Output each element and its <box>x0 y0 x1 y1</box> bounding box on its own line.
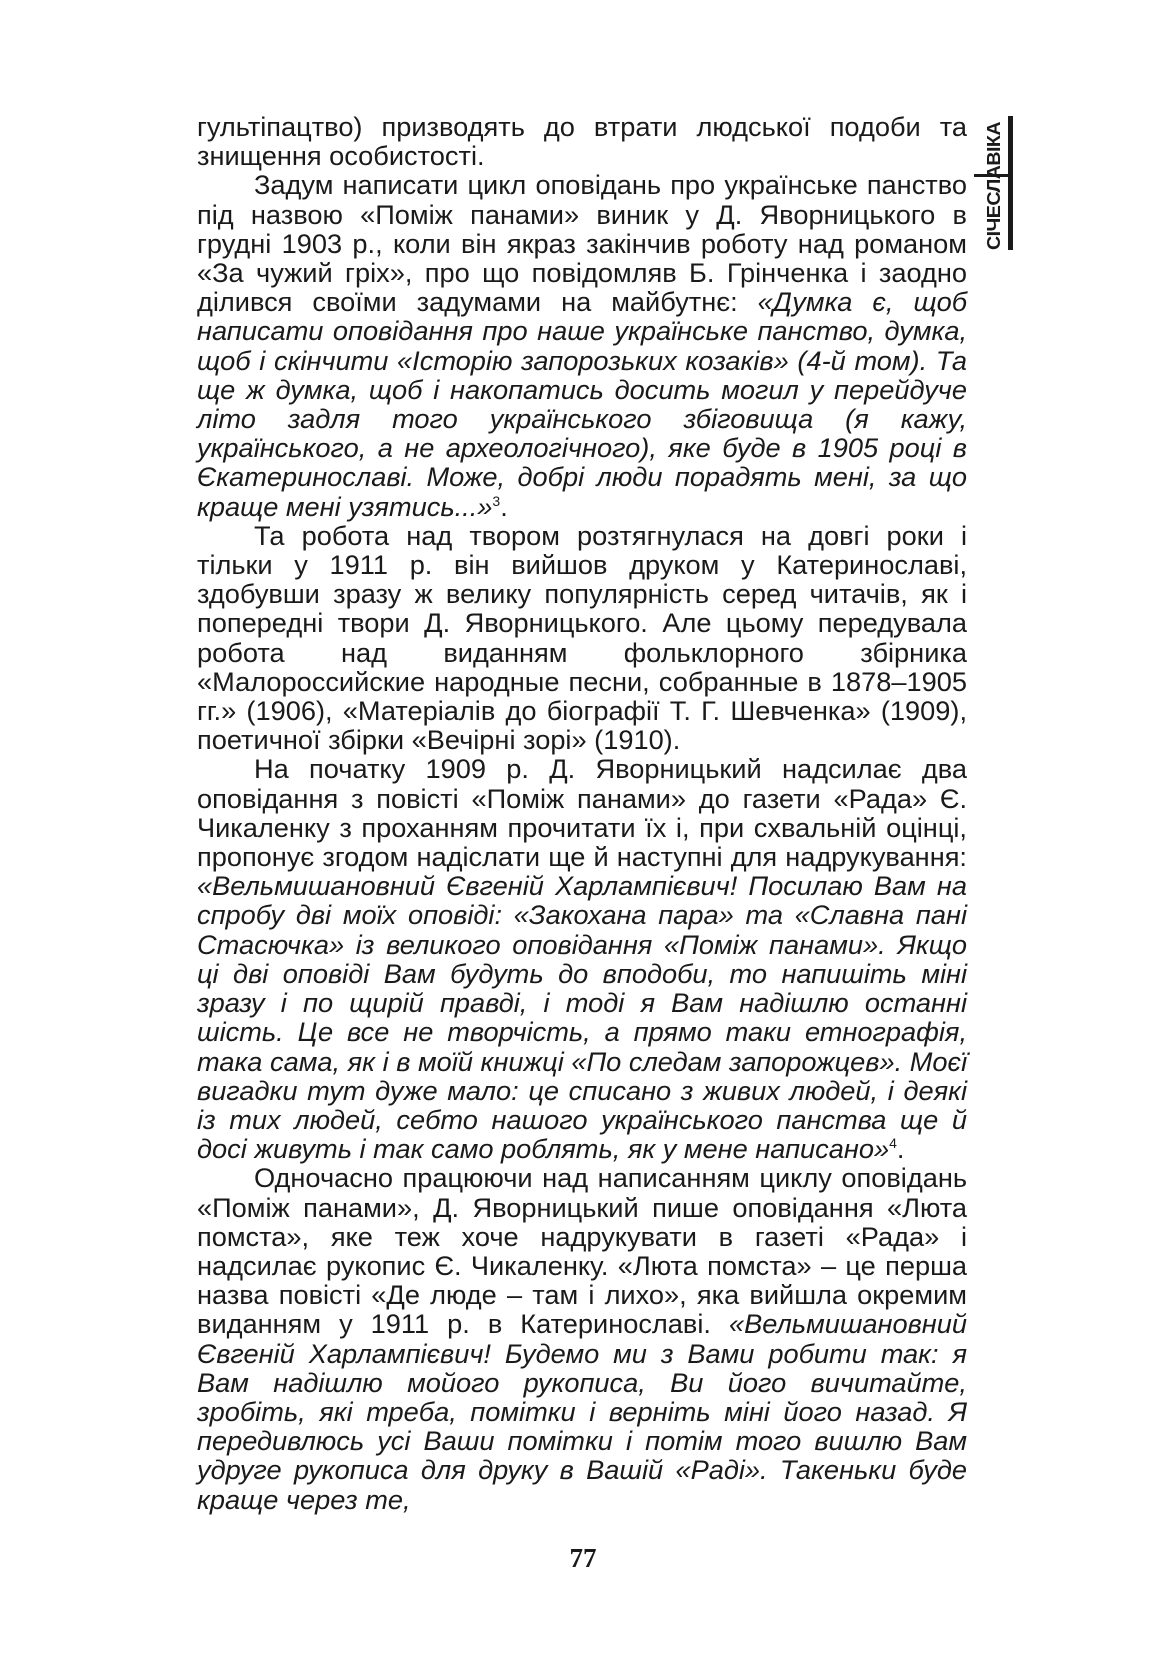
text-run: Та робота над твором розтягнулася на довгі роки і тільки у 1911 р. він вийшов друком у Катеринославі, здобувши зразу ж велику популярність серед читачів, як і попередні твори Д. Яворницького. Але цьому передувала робота над виданням фольклорного збірника «Малороссийские народные песни, собранные в 1878–1905 гг.» (1906), «Матеріалів до біографії Т. Г. Шевченка» (1909), поетичної збірки «Вечірні зорі» (1910). <box>197 519 967 756</box>
running-head-rule <box>1008 116 1013 250</box>
footnote-ref: 3 <box>492 492 501 509</box>
quote-text: «Думка є, щоб написати оповідання про наше українське панство, думка, щоб і скінчити «Історію запорозьких козаків» (4-й том). Та ще ж думка, щоб і накопатись досить могил у перейдуче літо задля того українського збіговища (я кажу, українського, а не археологічного), яке буде в 1905 році в Єкатеринославі. Може, добрі люди порадять мені, за що краще мені узятись...» <box>197 286 967 522</box>
text-run: На початку 1909 р. Д. Яворницький надсилає два оповідання з повісті «Поміж панами» до газети «Рада» Є. Чикаленку з проханням прочитати їх і, при схвальній оцінці, пропонує згодом надіслати ще й наступні для надрукування: <box>197 753 967 873</box>
footnote-ref: 4 <box>889 1135 897 1152</box>
paragraph-p3 <box>197 521 967 755</box>
quote-text: «Вельмишановний Євгеній Харлампієвич! Будемо ми з Вами робити так: я Вам надішлю мойого рукописа, Ви його вичитайте, зробіть, які треба, помітки і верніть міні його назад. Я передивлюсь усі Ваши помітки і потім того вишлю Вам удруге рукописа для друку в Вашій «Раді». Такеньки буде краще через те, <box>197 1308 967 1515</box>
body-text <box>197 112 967 1514</box>
paragraph-p4 <box>197 754 967 1163</box>
page-number: 77 <box>569 1543 597 1573</box>
running-head-logo <box>974 116 1030 260</box>
running-head-text: СІЧЕСЛАВІКА <box>984 132 1004 250</box>
text-run: гультіпацтво) призводять до втрати людської подоби та знищення особистості. <box>197 111 967 172</box>
paragraph-p2 <box>197 170 967 520</box>
text-run: Задум написати цикл оповідань про українське панство під назвою «Поміж панами» виник у Д. Яворницького в грудні 1903 р., коли він якраз закінчив роботу над романом «За чужий гріх», про що повідомляв Б. Грінченка і заодно ділився своїми задумами на майбутнє: <box>197 169 967 318</box>
quote-text: «Вельмишановний Євгеній Харлампієвич! Посилаю Вам на спробу дві моїх оповіді: «Закохана пара» та «Славна пані Стасючка» із великого оповідання «Поміж панами». Якщо ці дві оповіді Вам будуть до вподоби, то напишіть міні зразу і по щирій правді, і тоді я Вам надішлю останні шість. Це все не творчість, а прямо таки етнографія, така сама, як і в моїй книжці «По следам запорожцев». Моєї вигадки тут дуже мало: це списано з живих людей, і деякі із тих людей, себто нашого українського панства ще й досі живуть і так само роблять, як у мене написано» <box>197 870 967 1165</box>
text-run: Одночасно працюючи над написанням циклу оповідань «Поміж панами», Д. Яворницький пише оповідання «Люта помста», яке теж хоче надрукувати в газеті «Рада» і надсилає рукопис Є. Чикаленку. «Люта помста» – це перша назва повісті «Де люде – там і лихо», яка вийшла окремим виданням у 1911 р. в Катеринославі. <box>197 1162 967 1340</box>
paragraph-p5 <box>197 1163 967 1513</box>
paragraph-p1 <box>197 112 967 170</box>
text-run: . <box>896 1133 905 1165</box>
text-run: . <box>500 490 508 522</box>
